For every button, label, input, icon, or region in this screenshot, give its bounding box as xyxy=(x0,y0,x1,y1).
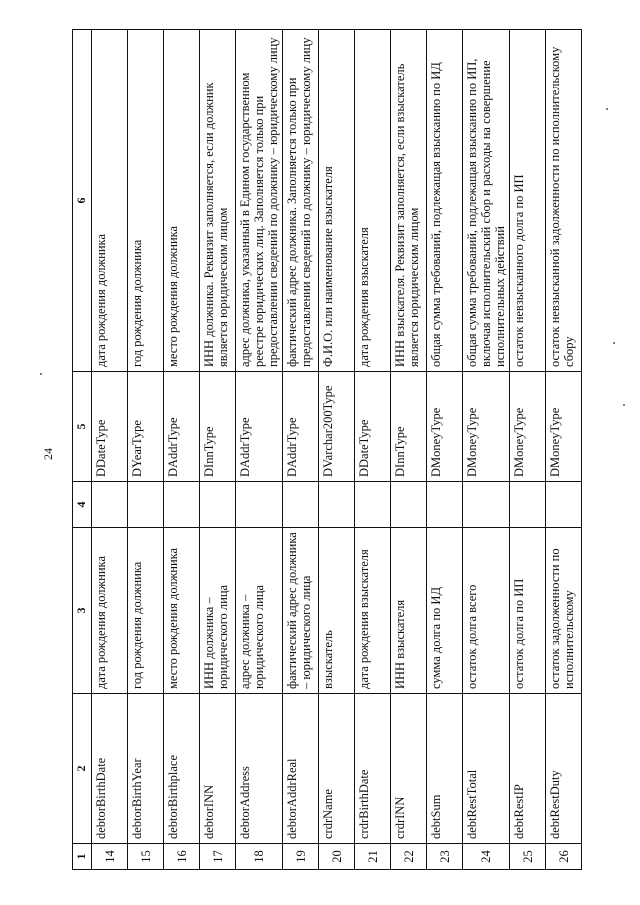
field-title-cell: дата рождения взыскателя xyxy=(355,528,391,694)
field-title-cell: ИНН должника – юридического лица xyxy=(200,528,236,694)
data-type-cell: DAddrType xyxy=(236,372,283,482)
column-4-cell xyxy=(200,482,236,528)
table-row xyxy=(236,30,283,870)
scan-speck xyxy=(40,373,42,375)
table-header-row xyxy=(73,30,92,870)
column-4-cell xyxy=(283,482,319,528)
data-type-cell: DVarchar200Type xyxy=(319,372,355,482)
field-title-cell: место рождения должника xyxy=(164,528,200,694)
row-number-cell: 26 xyxy=(546,844,582,870)
field-title-cell: фактический адрес должника – юридического лица xyxy=(283,528,319,694)
column-header: 3 xyxy=(73,528,92,694)
description-cell: общая сумма требований, подлежащая взысканию по ИП, включая исполнительский сбор и расходы на совершение исполнительных действий xyxy=(463,30,510,372)
data-type-cell: DDateType xyxy=(355,372,391,482)
data-type-cell: DAddrType xyxy=(283,372,319,482)
table-row xyxy=(164,30,200,870)
description-cell: ИНН должника. Реквизит заполняется, если должник является юридическим лицом xyxy=(200,30,236,372)
column-4-cell xyxy=(427,482,463,528)
row-number-cell: 23 xyxy=(427,844,463,870)
row-number-cell: 15 xyxy=(128,844,164,870)
table-row xyxy=(92,30,128,870)
table-row xyxy=(391,30,427,870)
column-header: 6 xyxy=(73,30,92,372)
row-number-cell: 17 xyxy=(200,844,236,870)
description-cell: дата рождения должника xyxy=(92,30,128,372)
field-title-cell: год рождения должника xyxy=(128,528,164,694)
table-row xyxy=(200,30,236,870)
row-number-cell: 24 xyxy=(463,844,510,870)
description-cell: остаток невзысканной задолженности по исполнительскому сбору xyxy=(546,30,582,372)
description-cell: Ф.И.О. или наименование взыскателя xyxy=(319,30,355,372)
description-cell: ИНН взыскателя. Реквизит заполняется, если взыскатель является юридическим лицом xyxy=(391,30,427,372)
data-type-cell: DInnType xyxy=(391,372,427,482)
field-title-cell: ИНН взыскателя xyxy=(391,528,427,694)
field-spec-table xyxy=(72,29,582,870)
table-row xyxy=(128,30,164,870)
column-4-cell xyxy=(391,482,427,528)
data-type-cell: DMoneyType xyxy=(546,372,582,482)
field-name-cell: debtorBirthDate xyxy=(92,694,128,844)
row-number-cell: 16 xyxy=(164,844,200,870)
column-4-cell xyxy=(92,482,128,528)
column-4-cell xyxy=(236,482,283,528)
field-title-cell: остаток долга всего xyxy=(463,528,510,694)
rotated-table-wrapper xyxy=(72,30,632,870)
data-type-cell: DAddrType xyxy=(164,372,200,482)
column-4-cell xyxy=(128,482,164,528)
field-name-cell: debtRestIP xyxy=(510,694,546,844)
row-number-cell: 21 xyxy=(355,844,391,870)
field-title-cell: остаток долга по ИП xyxy=(510,528,546,694)
field-title-cell: взыскатель xyxy=(319,528,355,694)
column-4-cell xyxy=(319,482,355,528)
page-number: 24 xyxy=(41,448,55,460)
field-name-cell: crdrBirthDate xyxy=(355,694,391,844)
row-number-cell: 14 xyxy=(92,844,128,870)
field-name-cell: debtRestDuty xyxy=(546,694,582,844)
data-type-cell: DYearType xyxy=(128,372,164,482)
field-name-cell: debtSum xyxy=(427,694,463,844)
description-cell: фактический адрес должника. Заполняется только при предоставлении сведений по должнику – юридическому лицу xyxy=(283,30,319,372)
field-title-cell: адрес должника – юридического лица xyxy=(236,528,283,694)
table-row xyxy=(463,30,510,870)
column-header: 4 xyxy=(73,482,92,528)
description-cell: общая сумма требований, подлежащая взысканию по ИД xyxy=(427,30,463,372)
column-4-cell xyxy=(463,482,510,528)
column-header: 1 xyxy=(73,844,92,870)
table-row xyxy=(355,30,391,870)
data-type-cell: DInnType xyxy=(200,372,236,482)
data-type-cell: DMoneyType xyxy=(463,372,510,482)
field-name-cell: debtorBirthYear xyxy=(128,694,164,844)
row-number-cell: 20 xyxy=(319,844,355,870)
description-cell: остаток невзысканного долга по ИП xyxy=(510,30,546,372)
column-4-cell xyxy=(546,482,582,528)
column-header: 5 xyxy=(73,372,92,482)
field-name-cell: crdrINN xyxy=(391,694,427,844)
data-type-cell: DDateType xyxy=(92,372,128,482)
column-4-cell xyxy=(355,482,391,528)
table-row xyxy=(510,30,546,870)
column-header: 2 xyxy=(73,694,92,844)
row-number-cell: 22 xyxy=(391,844,427,870)
field-title-cell: сумма долга по ИД xyxy=(427,528,463,694)
field-name-cell: debtorAddrReal xyxy=(283,694,319,844)
column-4-cell xyxy=(164,482,200,528)
column-4-cell xyxy=(510,482,546,528)
description-cell: дата рождения взыскателя xyxy=(355,30,391,372)
field-title-cell: остаток задолженности по исполнительскому xyxy=(546,528,582,694)
table-row xyxy=(546,30,582,870)
field-title-cell: дата рождения должника xyxy=(92,528,128,694)
field-name-cell: debtRestTotal xyxy=(463,694,510,844)
table-row xyxy=(427,30,463,870)
field-name-cell: debtorBirthplace xyxy=(164,694,200,844)
description-cell: год рождения должника xyxy=(128,30,164,372)
table-row xyxy=(319,30,355,870)
row-number-cell: 19 xyxy=(283,844,319,870)
data-type-cell: DMoneyType xyxy=(427,372,463,482)
description-cell: место рождения должника xyxy=(164,30,200,372)
field-name-cell: debtorINN xyxy=(200,694,236,844)
row-number-cell: 18 xyxy=(236,844,283,870)
field-name-cell: debtorAddress xyxy=(236,694,283,844)
table-row xyxy=(283,30,319,870)
field-name-cell: crdrName xyxy=(319,694,355,844)
data-type-cell: DMoneyType xyxy=(510,372,546,482)
row-number-cell: 25 xyxy=(510,844,546,870)
description-cell: адрес должника, указанный в Едином государственном реестре юридических лиц. Заполняется только при предоставлении сведений по должнику – юридическому лицу xyxy=(236,30,283,372)
